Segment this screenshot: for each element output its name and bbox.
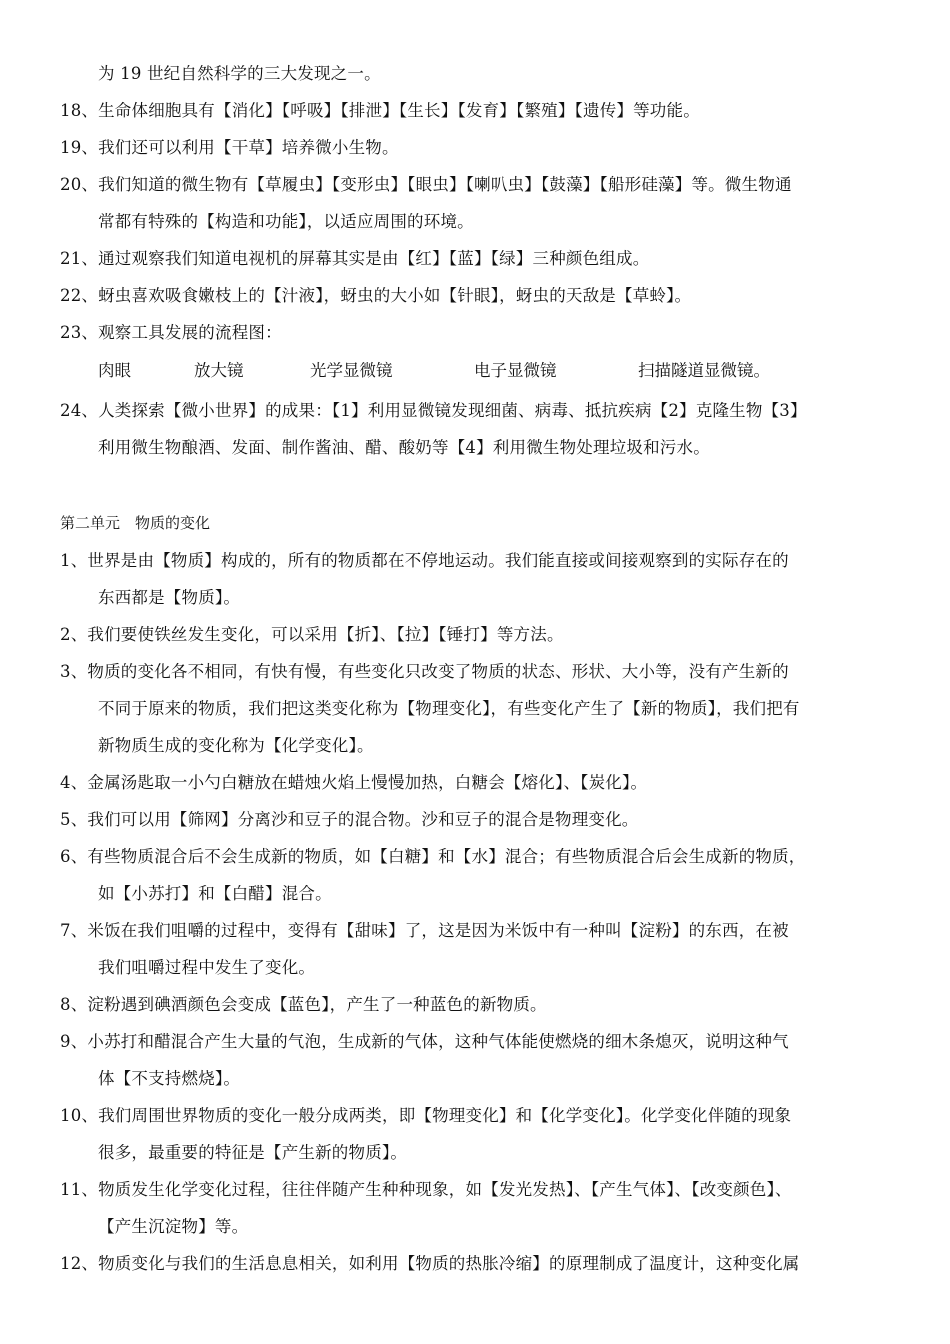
section2-item-line: 6、有些物质混合后不会生成新的物质，如【白糖】和【水】混合；有些物质混合后会生成新的物质， xyxy=(60,847,806,866)
section2-item-line: 11、物质发生化学变化过程，往往伴随产生种种现象，如【发光发热】、【产生气体】、【改变颜色】、 xyxy=(60,1180,792,1199)
section1-item-line: 18、生命体细胞具有【消化】【呼吸】【排泄】【生长】【发育】【繁殖】【遗传】等功能。 xyxy=(60,101,700,120)
unit-heading: 第二单元 物质的变化 xyxy=(60,514,211,532)
section2-item-line: 东西都是【物质】。 xyxy=(98,588,241,607)
section-unit1-continued xyxy=(60,55,896,351)
section2-item-line: 很多，最重要的特征是【产生新的物质】。 xyxy=(98,1143,408,1162)
item-24-line: 利用微生物酿酒、发面、制作酱油、醋、酸奶等【4】利用微生物处理垃圾和污水。 xyxy=(98,438,710,457)
section2-item-line: 如【小苏打】和【白醋】混合。 xyxy=(98,884,332,903)
section1-item-line: 22、蚜虫喜欢吸食嫩枝上的【汁液】，蚜虫的大小如【针眼】，蚜虫的天敌是【草蛉】。 xyxy=(60,286,692,305)
section2-item-line: 8、淀粉遇到碘酒颜色会变成【蓝色】，产生了一种蓝色的新物质。 xyxy=(60,995,547,1014)
section1-item-line: 20、我们知道的微生物有【草履虫】【变形虫】【眼虫】【喇叭虫】【鼓藻】【船形硅藻】等。微生物通 xyxy=(60,175,792,194)
item-24-line: 24、人类探索【微小世界】的成果：【1】利用显微镜发现细菌、病毒、抵抗疾病【2】克隆生物【3】 xyxy=(60,401,807,420)
section-unit2 xyxy=(60,542,896,1282)
section2-item-line: 1、世界是由【物质】构成的，所有的物质都在不停地运动。我们能直接或间接观察到的实际存在的 xyxy=(60,551,789,570)
section1-item-line: 19、我们还可以利用【干草】培养微小生物。 xyxy=(60,138,399,157)
section1-item-line: 21、通过观察我们知道电视机的屏幕其实是由【红】【蓝】【绿】三种颜色组成。 xyxy=(60,249,650,268)
section2-item-line: 7、米饭在我们咀嚼的过程中，变得有【甜味】了，这是因为米饭中有一种叫【淀粉】的东西，在被 xyxy=(60,921,789,940)
flow-step: 扫描隧道显微镜。 xyxy=(638,361,770,380)
section2-item-line: 9、小苏打和醋混合产生大量的气泡，生成新的气体，这种气体能使燃烧的细木条熄灭，说明这种气 xyxy=(60,1032,789,1051)
section2-item-line: 4、金属汤匙取一小勺白糖放在蜡烛火焰上慢慢加热，白糖会【熔化】、【炭化】。 xyxy=(60,773,648,792)
observation-tool-flowchart xyxy=(98,352,858,389)
section2-item-line: 2、我们要使铁丝发生变化，可以采用【折】、【拉】【锤打】等方法。 xyxy=(60,625,564,644)
section2-item-line: 体【不支持燃烧】。 xyxy=(98,1069,241,1088)
item-24 xyxy=(60,392,896,466)
flow-step: 光学显微镜 xyxy=(310,361,393,380)
section2-item-line: 3、物质的变化各不相同，有快有慢，有些变化只改变了物质的状态、形状、大小等，没有产生新的 xyxy=(60,662,789,681)
section2-item-line: 5、我们可以用【筛网】分离沙和豆子的混合物。沙和豆子的混合是物理变化。 xyxy=(60,810,639,829)
section2-item-line: 不同于原来的物质，我们把这类变化称为【物理变化】，有些变化产生了【新的物质】，我们把有 xyxy=(98,699,800,718)
flow-step: 电子显微镜 xyxy=(474,361,557,380)
section2-item-line: 10、我们周围世界物质的变化一般分成两类，即【物理变化】和【化学变化】。化学变化伴随的现象 xyxy=(60,1106,792,1125)
flow-step: 肉眼 xyxy=(98,361,131,380)
flow-step: 放大镜 xyxy=(194,361,244,380)
section2-item-line: 新物质生成的变化称为【化学变化】。 xyxy=(98,736,374,755)
section1-item-line: 常都有特殊的【构造和功能】，以适应周围的环境。 xyxy=(98,212,474,231)
section2-item-line: 【产生沉淀物】等。 xyxy=(98,1217,249,1236)
section1-item-line: 为 19 世纪自然科学的三大发现之一。 xyxy=(98,64,381,83)
section1-item-line: 23、观察工具发展的流程图： xyxy=(60,323,282,342)
section2-item-line: 我们咀嚼过程中发生了变化。 xyxy=(98,958,316,977)
section2-item-line: 12、物质变化与我们的生活息息相关，如利用【物质的热胀冷缩】的原理制成了温度计，这种变化属 xyxy=(60,1254,800,1273)
